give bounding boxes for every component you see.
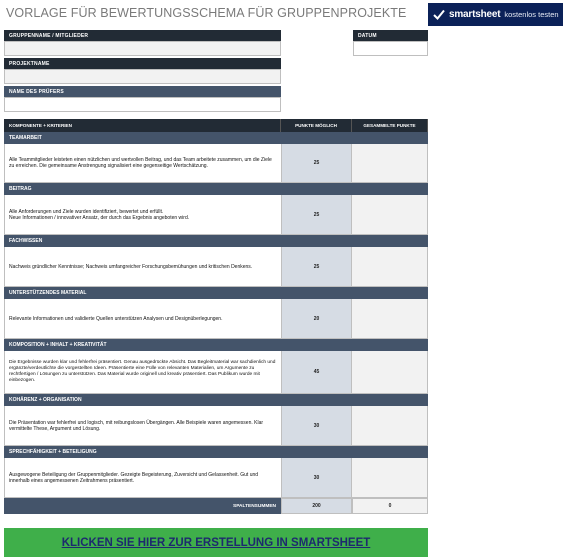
header-points-collected: GESAMMELTE PUNKTE [352,119,428,132]
date-label: DATUM [353,30,428,41]
section-expertise: FACHWISSEN [4,235,428,247]
smartsheet-brand-button[interactable] [428,3,563,26]
reviewer-label: NAME DES PRÜFERS [4,86,281,97]
points-collected-input[interactable] [352,458,428,498]
header-criteria: KOMPONENTE + KRITERIEN [4,119,281,132]
brand-name: smartsheet [449,9,501,20]
smartsheet-logo-icon [433,9,445,21]
criteria-text: Ausgewogene Beteiligung der Gruppenmitglieder. Gezeigte Begeisterung, Zuversicht und Gelassenheit. Gut und innerhalb eines angemessenen Zeitrahmens präsentiert. [4,458,281,498]
points-collected-input[interactable] [352,406,428,446]
criteria-text: Die Präsentation war fehlerfrei und logisch, mit reibungslosen Übergängen. Alle Beispiele waren angemessen. Klar vermittelte These, Argument und Lösung. [4,406,281,446]
project-label: PROJEKTNAME [4,58,281,69]
header-points-possible: PUNKTE MÖGLICH [281,119,352,132]
date-input[interactable] [353,41,428,56]
page-title: VORLAGE FÜR BEWERTUNGSSCHEMA FÜR GRUPPENPROJEKTE [6,6,407,20]
points-possible: 45 [281,351,352,394]
points-possible: 25 [281,247,352,287]
create-in-smartsheet-button[interactable] [4,528,428,557]
section-teamwork: TEAMARBEIT [4,132,428,144]
project-input[interactable] [4,69,281,84]
points-possible: 30 [281,458,352,498]
totals-points-possible: 200 [281,498,352,514]
reviewer-input[interactable] [4,97,281,112]
criteria-text: Alle Teammitglieder leisteten einen nützlichen und wertvollen Beitrag, und das Team arbeitete zusammen, um die Ziele zu erreichen. Die gemeinsame Anstrengung signalisiert eine gegenseitige Wertschätzung. [4,144,281,183]
points-collected-input[interactable] [352,351,428,394]
totals-points-collected: 0 [352,498,428,514]
points-possible: 30 [281,406,352,446]
group-label: GRUPPENNAME / MITGLIEDER [4,30,281,41]
section-coherence: KOHÄRENZ + ORGANISATION [4,394,428,406]
section-composition: KOMPOSITION + INHALT + KREATIVITÄT [4,339,428,351]
points-possible: 25 [281,144,352,183]
points-possible: 25 [281,195,352,235]
points-collected-input[interactable] [352,195,428,235]
section-supporting-material: UNTERSTÜTZENDES MATERIAL [4,287,428,299]
section-contribution: BEITRAG [4,183,428,195]
points-collected-input[interactable] [352,299,428,339]
cta-link-text[interactable]: KLICKEN SIE HIER ZUR ERSTELLUNG IN SMARTSHEET [61,536,371,549]
points-collected-input[interactable] [352,247,428,287]
criteria-text: Alle Anforderungen und Ziele wurden identifiziert, bewertet und erfüllt. Neue Informationen / innovativer Ansatz, der durch das Ergebnis angeboten wird. [4,195,281,235]
brand-cta: kostenlos testen [504,10,559,19]
criteria-text: Die Ergebnisse wurden klar und fehlerfrei präsentiert. Genau ausgedrückte Absicht. Das Begleitmaterial war sachdienlich und ergänzte/verdeutlichte die vorgestellten Ideen. Präsentierte eine Fülle von relevanten Materialien, um Argumente zu rechtfertigen / Lösungen zu unterstützen. Das Material wurde originell und kreativ präsentiert. Das Publikum wurde mit einbezogen. [4,351,281,394]
criteria-text: Nachweis gründlicher Kenntnisse; Nachweis umfangreicher Forschungsbemühungen und kritischen Denkens. [4,247,281,287]
points-collected-input[interactable] [352,144,428,183]
criteria-text: Relevante Informationen und validierte Quellen unterstützen Analysen und Designüberlegungen. [4,299,281,339]
group-input[interactable] [4,41,281,56]
section-speaking: SPRECHFÄHIGKEIT + BETEILIGUNG [4,446,428,458]
totals-label: SPALTENSUMMEN [4,498,281,514]
points-possible: 20 [281,299,352,339]
